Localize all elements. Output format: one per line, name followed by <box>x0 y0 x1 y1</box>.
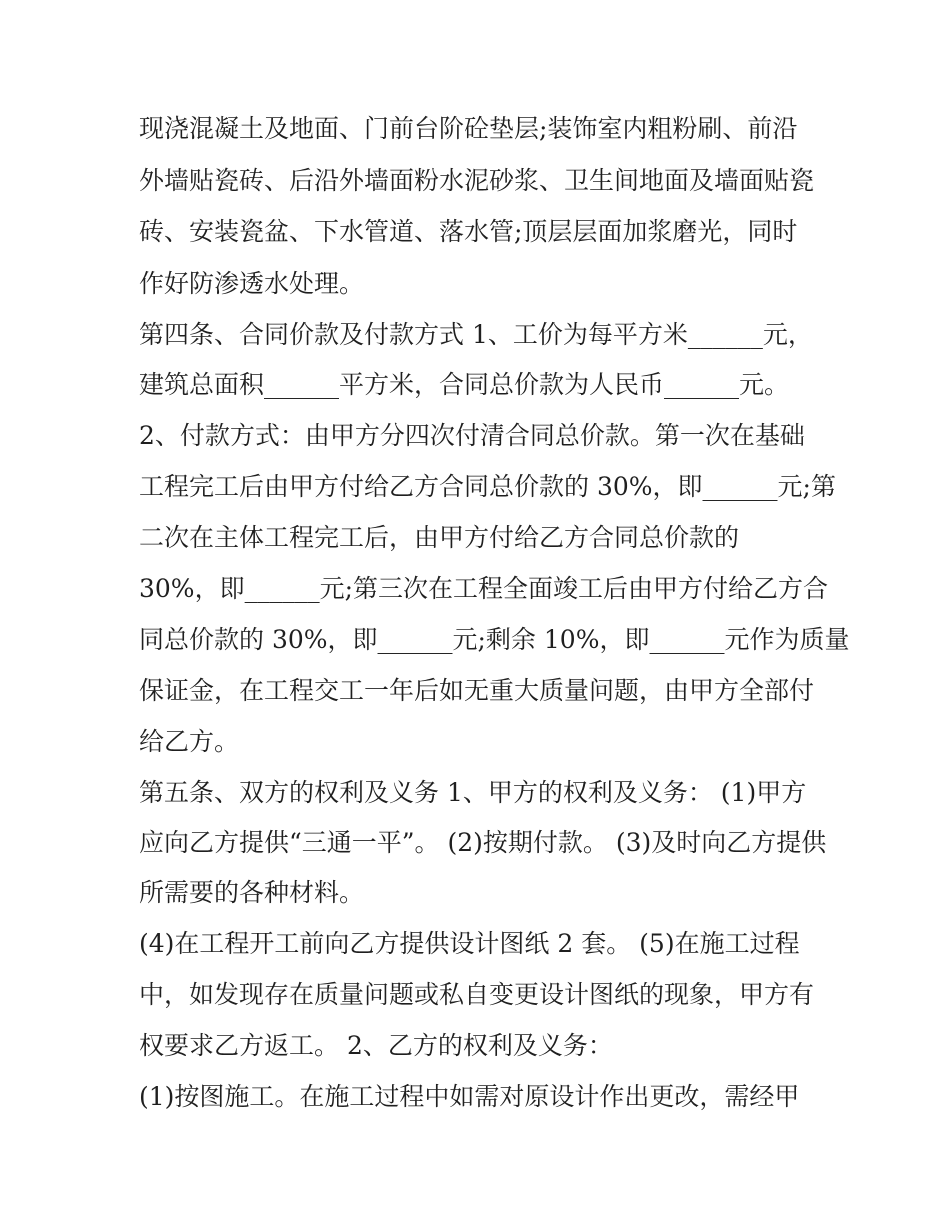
text-line: 权要求乙方返工。 2、乙方的权利及义务： <box>139 1031 613 1060</box>
text-line: 应向乙方提供“三通一平”。 (2)按期付款。 (3)及时向乙方提供 <box>139 828 827 857</box>
text-line: 建筑总面积______平方米，合同总价款为人民币______元。 <box>139 370 790 399</box>
text-line: 二次在主体工程完工后，由甲方付给乙方合同总价款的 <box>139 523 740 552</box>
text-line: 作好防渗透水处理。 <box>139 269 365 298</box>
text-line: 所需要的各种材料。 <box>139 878 365 907</box>
text-line: 第五条、双方的权利及义务 1、甲方的权利及义务： (1)甲方 <box>139 778 807 807</box>
text-line: 2、付款方式：由甲方分四次付清合同总价款。第一次在基础 <box>139 421 805 450</box>
text-line: (1)按图施工。在施工过程中如需对原设计作出更改，需经甲 <box>139 1082 800 1111</box>
text-line: (4)在工程开工前向乙方提供设计图纸 2 套。 (5)在施工过程 <box>139 929 800 958</box>
text-line: 第四条、合同价款及付款方式 1、工价为每平方米______元， <box>139 320 813 349</box>
text-line: 现浇混凝土及地面、门前台阶砼垫层;装饰室内粗粉刷、前沿 <box>139 114 798 143</box>
text-line: 保证金，在工程交工一年后如无重大质量问题，由甲方全部付 <box>139 676 815 705</box>
text-line: 同总价款的 30%，即______元;剩余 10%，即______元作为质量 <box>139 625 850 654</box>
text-line: 外墙贴瓷砖、后沿外墙面粉水泥砂浆、卫生间地面及墙面贴瓷 <box>139 166 815 195</box>
text-line: 砖、安装瓷盆、下水管道、落水管;顶层层面加浆磨光，同时 <box>139 217 798 246</box>
text-line: 工程完工后由甲方付给乙方合同总价款的 30%，即______元;第 <box>139 472 836 501</box>
text-line: 30%，即______元;第三次在工程全面竣工后由甲方付给乙方合 <box>139 574 828 603</box>
text-line: 给乙方。 <box>139 727 240 756</box>
text-line: 中，如发现存在质量问题或私自变更设计图纸的现象，甲方有 <box>139 980 815 1009</box>
